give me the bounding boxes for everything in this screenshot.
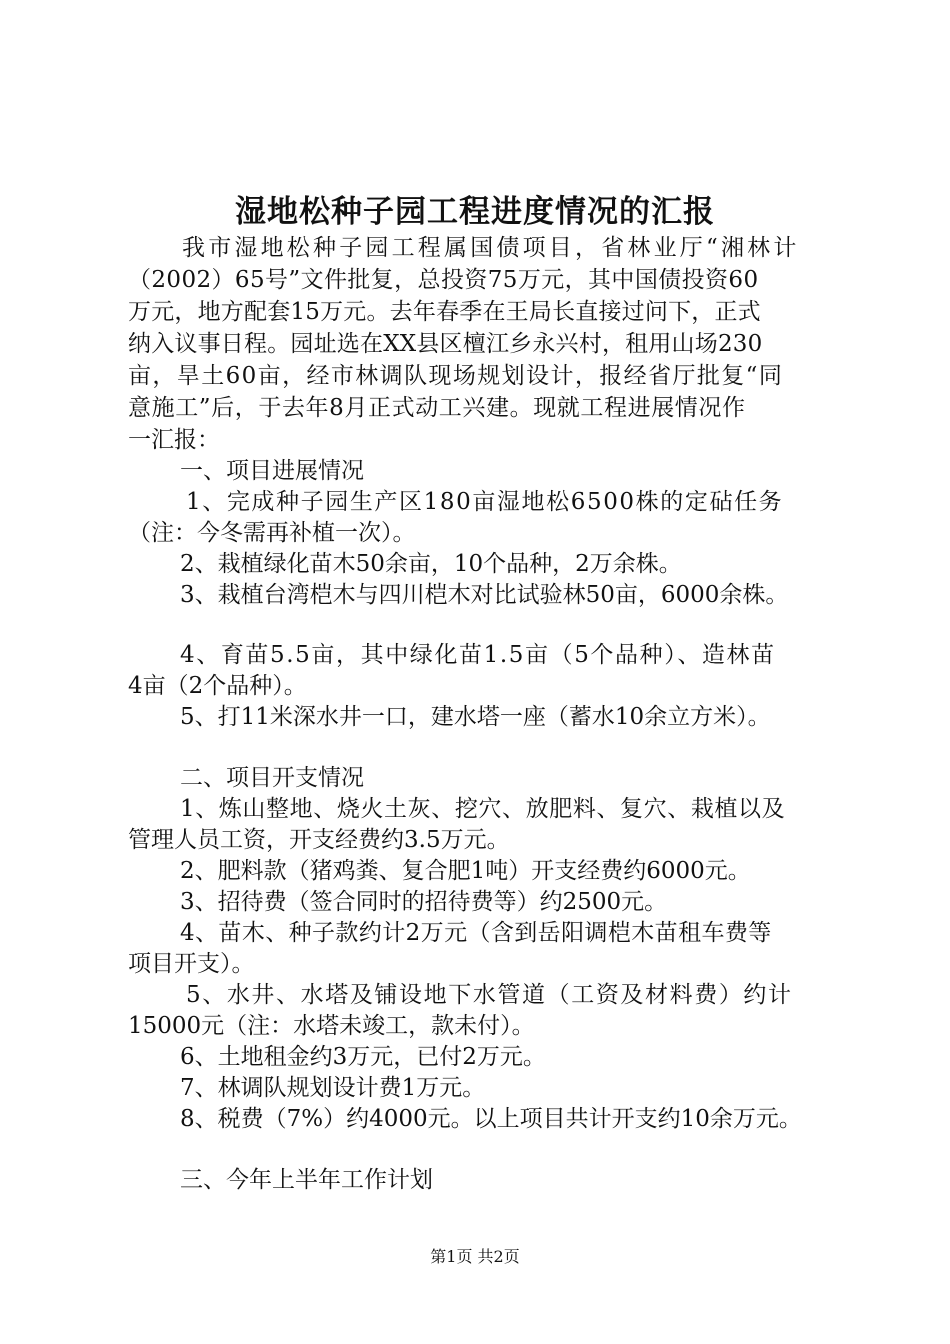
list-item: 3、栽植台湾桤木与四川桤木对比试验林50亩，6000余株。: [180, 582, 789, 608]
paragraph-line: 我市湿地松种子园工程属国债项目，省林业厅“湘林计: [182, 235, 800, 261]
document-title: 湿地松种子园工程进度情况的汇报: [235, 194, 715, 230]
list-item: 5、水井、水塔及铺设地下水管道（工资及材料费）约计: [186, 982, 793, 1008]
list-item: 2、栽植绿化苗木50余亩，10个品种，2万余株。: [180, 551, 682, 577]
list-item: 6、土地租金约3万元，已付2万元。: [180, 1044, 546, 1070]
list-item-continuation: （注：今冬需再补植一次）。: [128, 520, 416, 546]
list-item: 8、税费（7%）约4000元。以上项目共计开支约10余万元。: [180, 1106, 802, 1132]
list-item: 1、炼山整地、烧火土灰、挖穴、放肥料、复穴、栽植以及: [180, 796, 786, 822]
list-item: 2、肥料款（猪鸡粪、复合肥1吨）开支经费约6000元。: [180, 858, 751, 884]
list-item-continuation: 15000元（注：水塔未竣工，款未付）。: [128, 1013, 535, 1039]
list-item: 3、招待费（签合同时的招待费等）约2500元。: [180, 889, 668, 915]
paragraph-line: 亩，旱土60亩，经市林调队现场规划设计，报经省厅批复“同: [128, 363, 784, 389]
list-item: 5、打11米深水井一口，建水塔一座（蓄水10余立方米）。: [180, 704, 771, 730]
section-heading: 二、项目开支情况: [180, 765, 364, 791]
list-item-continuation: 管理人员工资，开支经费约3.5万元。: [128, 827, 510, 853]
list-item: 7、林调队规划设计费1万元。: [180, 1075, 486, 1101]
list-item: 4、苗木、种子款约计2万元（含到岳阳调桤木苗租车费等: [180, 920, 772, 946]
list-item: 4、育苗5.5亩，其中绿化苗1.5亩（5个品种）、造林苗: [180, 642, 776, 668]
paragraph-line: 万元，地方配套15万元。去年春季在王局长直接过问下，正式: [128, 299, 761, 325]
section-heading: 三、今年上半年工作计划: [180, 1167, 433, 1193]
list-item: 1、完成种子园生产区180亩湿地松6500株的定砧任务: [186, 489, 784, 515]
list-item-continuation: 项目开支）。: [128, 951, 255, 977]
paragraph-line: （2002）65号”文件批复，总投资75万元，其中国债投资60: [128, 267, 759, 293]
paragraph-line: 一汇报：: [128, 427, 220, 453]
page-footer: 第1页 共2页: [430, 1247, 520, 1266]
list-item-continuation: 4亩（2个品种）。: [128, 673, 307, 699]
section-heading: 一、项目进展情况: [180, 458, 364, 484]
paragraph-line: 纳入议事日程。园址选在XX县区檀江乡永兴村，租用山场230: [128, 331, 763, 357]
paragraph-line: 意施工”后，于去年8月正式动工兴建。现就工程进展情况作: [128, 395, 746, 421]
